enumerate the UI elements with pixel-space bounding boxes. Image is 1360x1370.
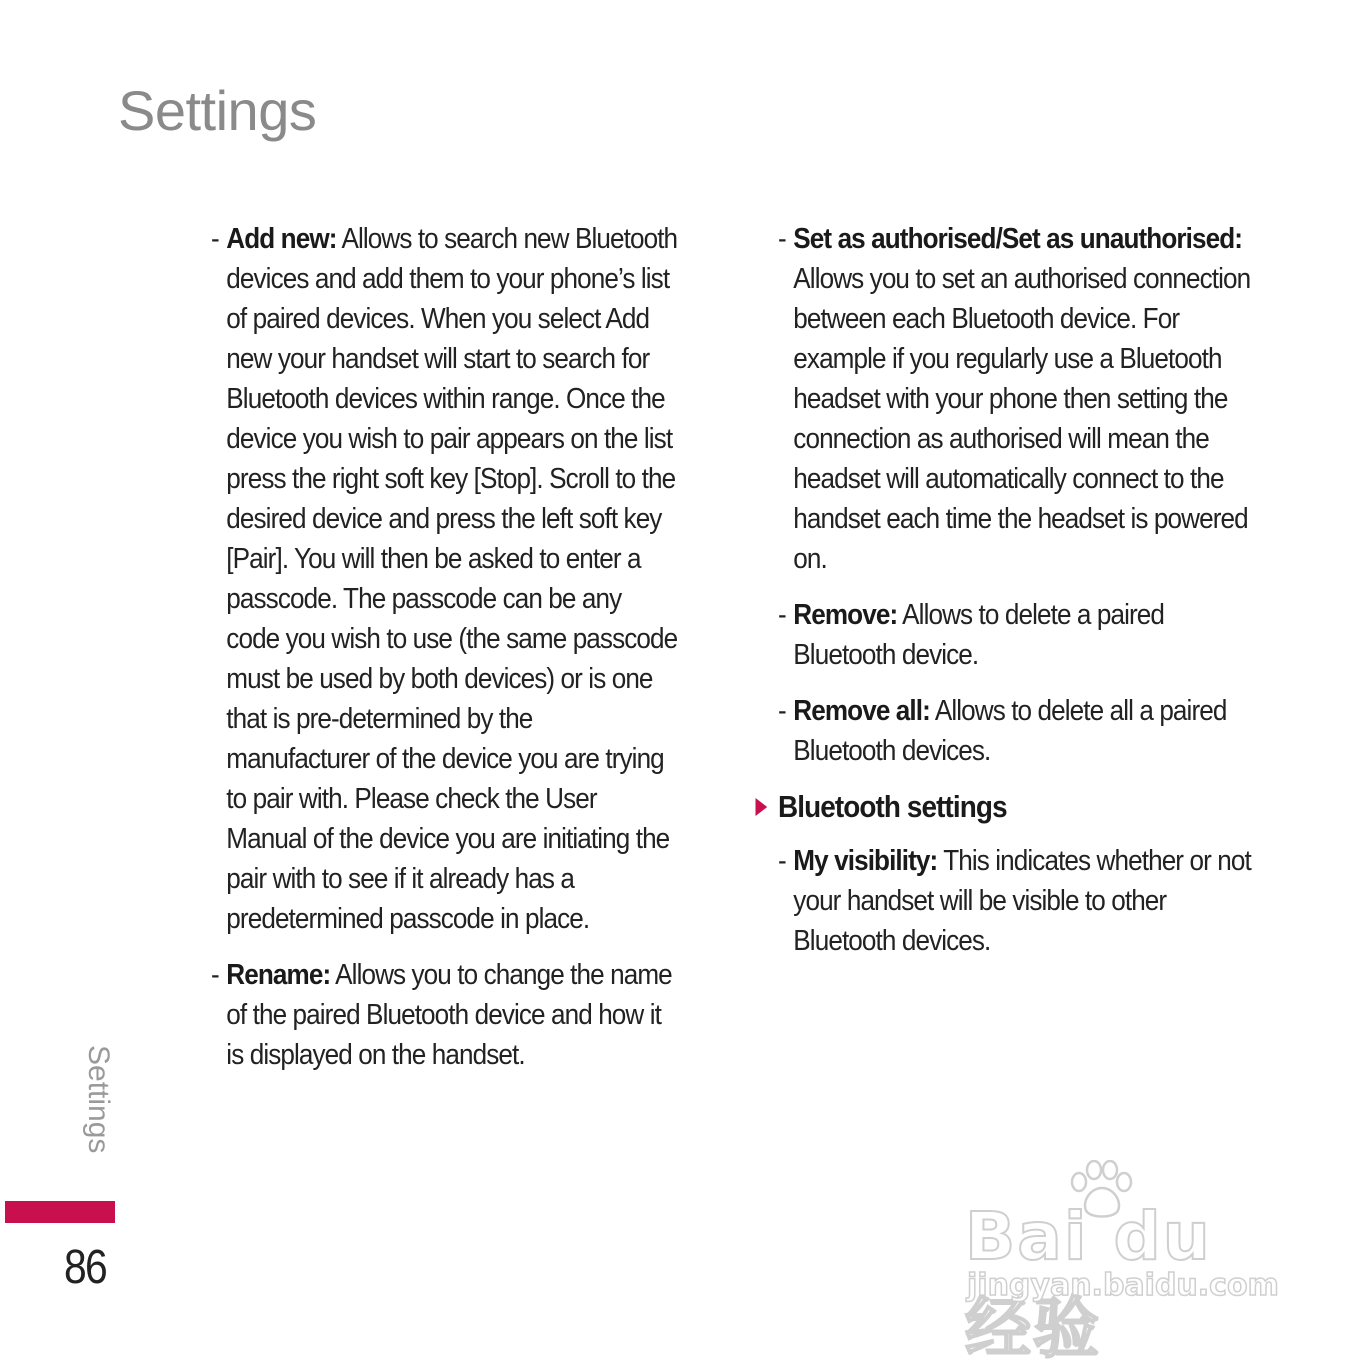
bullet-dash: - — [211, 223, 219, 255]
list-item-my-visibility — [778, 841, 1255, 961]
triangle-bullet-icon — [756, 798, 768, 816]
list-item-rename — [211, 955, 679, 1075]
item-term: Set as authorised/Set as unauthorised: — [793, 223, 1243, 255]
watermark-url: jingyan.baidu.com — [967, 1268, 1279, 1303]
item-text: Allows to search new Bluetooth devices and add them to your phone’s list of paired devices. When you select Add new your handset will start to search for Bluetooth devices within range. Once the device you wish to pair appears on the list press the right soft key [Stop]. Scroll to the desired device and press the left soft key [Pair]. You will then be asked to enter a passcode. The passcode can be any code you wish to use (the same passcode must be used by both devices) or is one that is pre-determined by the manufacturer of the device you are trying to pair with. Please check the User Manual of the device you are initiating the pair with to see if it already has a predetermined passcode in place. — [226, 223, 678, 935]
sidebar-label: Settings — [82, 1045, 115, 1154]
list-item-remove-all — [778, 691, 1255, 771]
left-column — [211, 219, 679, 1091]
page-title: Settings — [118, 79, 317, 142]
right-column — [778, 219, 1255, 977]
bullet-dash: - — [778, 845, 786, 877]
bullet-dash: - — [211, 959, 219, 991]
page-number: 86 — [64, 1241, 106, 1294]
baidu-watermark — [965, 1160, 1285, 1367]
item-term: Remove: — [793, 599, 898, 631]
section-heading-bluetooth-settings — [756, 787, 1256, 827]
item-term: Rename: — [226, 959, 331, 991]
item-text: Allows you to change the name of the paired Bluetooth device and how it is displayed on the handset. — [226, 959, 672, 1071]
item-term: Remove all: — [793, 695, 930, 727]
item-term: Add new: — [226, 223, 337, 255]
item-text: This indicates whether or not your handset will be visible to other Bluetooth devices. — [793, 845, 1251, 957]
section-heading-label: Bluetooth settings — [778, 789, 1007, 824]
list-item-remove — [778, 595, 1255, 675]
list-item-add-new — [211, 219, 679, 939]
bullet-dash: - — [778, 223, 786, 255]
item-text: Allows to delete a paired Bluetooth device. — [793, 599, 1165, 671]
watermark-logo: Bai du 经验 — [965, 1198, 1212, 1367]
item-term: My visibility: — [793, 845, 938, 877]
list-item-set-authorised — [778, 219, 1255, 579]
item-text: Allows you to set an authorised connection between each Bluetooth device. For example if you regularly use a Bluetooth headset with your phone then setting the connection as authorised will mean the headset will automatically connect to the handset each time the headset is powered on. — [793, 263, 1251, 575]
sidebar-accent-bar — [5, 1201, 115, 1223]
bullet-dash: - — [778, 599, 786, 631]
item-text: Allows to delete all a paired Bluetooth devices. — [793, 695, 1227, 767]
bullet-dash: - — [778, 695, 786, 727]
